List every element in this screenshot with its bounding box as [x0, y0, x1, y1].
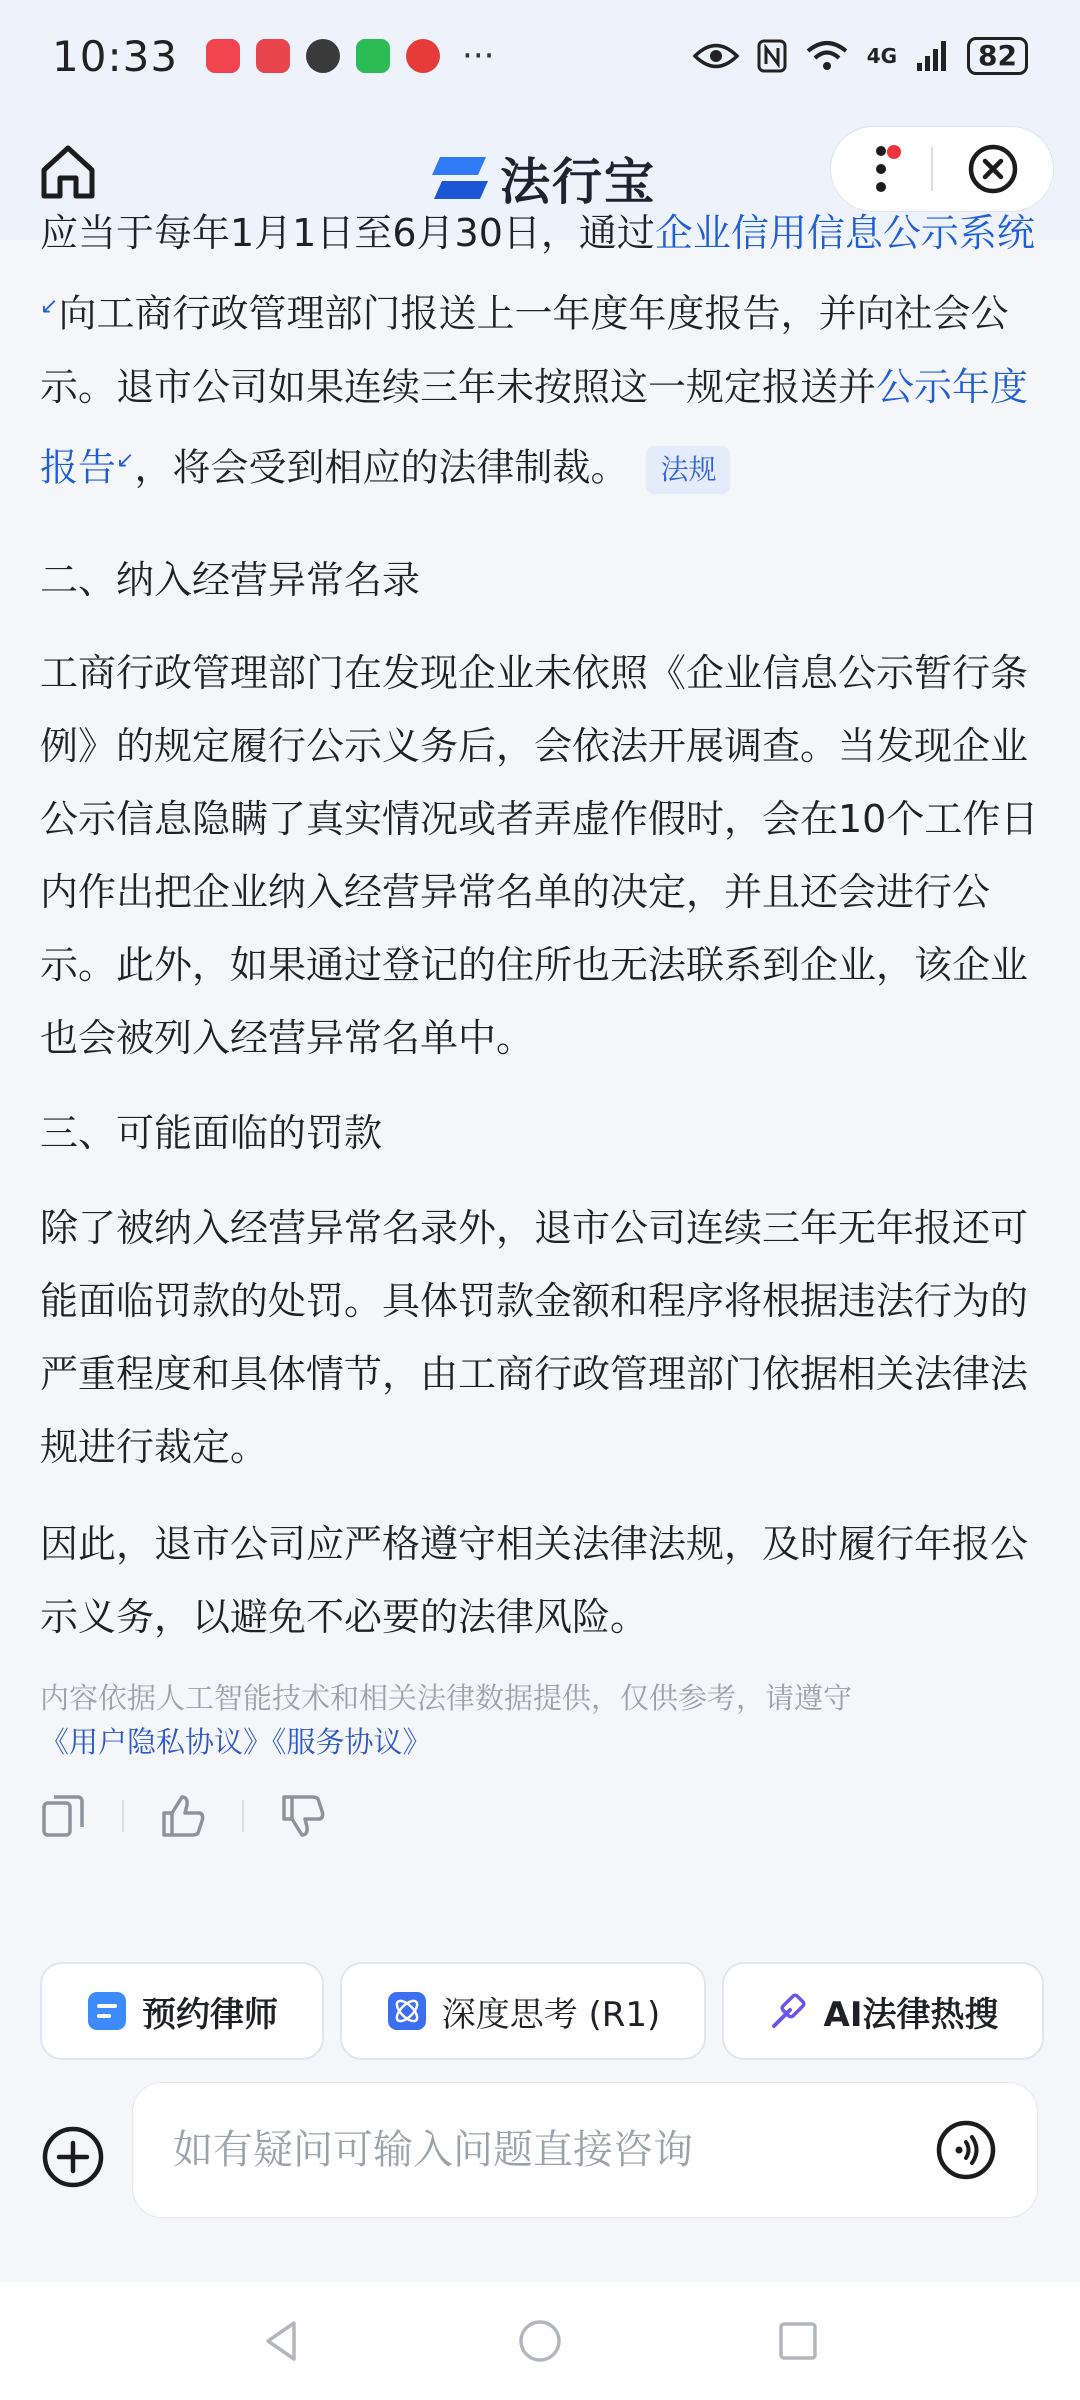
- thumbs-up-icon[interactable]: [160, 1793, 206, 1839]
- shopping-app-icon: [206, 39, 240, 73]
- para1-prefix: 应当于每年1月1日至6月30日，通过: [40, 211, 655, 255]
- sale-app-icon: [406, 39, 440, 73]
- ai-law-hot-chip[interactable]: [722, 1962, 1044, 2060]
- unread-dot: [887, 145, 901, 159]
- deep-think-label: 深度思考 (R1): [441, 1994, 661, 2035]
- ai-law-hot-label: AI法律热搜: [823, 1994, 999, 2035]
- wechat-icon: [356, 39, 390, 73]
- notification-icons: [206, 36, 494, 76]
- voice-icon[interactable]: [935, 2119, 997, 2181]
- action-divider: [242, 1800, 244, 1832]
- wifi-icon: [805, 39, 849, 73]
- document-icon: [86, 1990, 128, 2032]
- system-nav-bar: [0, 2282, 1080, 2400]
- nfc-icon: [757, 39, 787, 73]
- home-nav-icon[interactable]: [516, 2317, 564, 2365]
- external-link-icon: ↙: [116, 447, 135, 473]
- status-bar: [0, 0, 1080, 112]
- brand-name: 法行宝: [500, 153, 656, 211]
- para1-mid: 向工商行政管理部门报送上一年度年度报告，并向社会公示。退市公司如果连续三年未按照这一规定报送并: [40, 291, 1009, 409]
- paragraph-abnormal-list: 工商行政管理部门在发现企业未依照《企业信息公示暂行条例》的规定履行公示义务后，会依法开展调查。当发现企业公示信息隐瞒了真实情况或者弄虚作假时，会在10个工作日内作出把企业纳入经营异常名单的决定，并且还会进行公示。此外，如果通过登记的住所也无法联系到企业，该企业也会被列入经营异常名单中。: [40, 651, 1039, 1061]
- thumbs-down-icon[interactable]: [280, 1793, 326, 1839]
- external-link-icon: ↙: [40, 294, 59, 319]
- signal-icon: [915, 39, 949, 73]
- answer-content: [40, 211, 1040, 1900]
- recents-icon[interactable]: [774, 2317, 822, 2365]
- question-input-box: [132, 2082, 1038, 2218]
- paragraph-conclusion: 因此，退市公司应严格遵守相关法律法规，及时履行年报公示义务，以避免不必要的法律风险。: [40, 1522, 1029, 1640]
- deep-think-chip[interactable]: [340, 1962, 706, 2060]
- section-heading-2: 二、纳入经营异常名录: [40, 558, 421, 603]
- network-label: 4G: [866, 44, 898, 68]
- back-icon[interactable]: [258, 2317, 306, 2365]
- paragraph-fines: 除了被纳入经营异常名录外，退市公司连续三年无年报还可能面临罚款的处罚。具体罚款金额和程序将根据违法行为的严重程度和具体情节，由工商行政管理部门依据相关法律法规进行裁定。: [40, 1206, 1029, 1470]
- system-indicators: [693, 37, 1028, 75]
- brand-logo-icon: [430, 153, 490, 203]
- book-lawyer-chip[interactable]: [40, 1962, 324, 2060]
- credit-system-link[interactable]: 企业信用信息公示系统: [654, 211, 1035, 255]
- book-lawyer-label: 预约律师: [142, 1994, 278, 2035]
- paragraph-annual-report: [40, 197, 1040, 504]
- more-icon: [874, 144, 888, 194]
- book-app-icon: [256, 39, 290, 73]
- more-notifications-icon: ···: [462, 36, 495, 76]
- home-icon[interactable]: [36, 140, 100, 204]
- section-heading-3: 三、可能面临的罚款: [40, 1111, 383, 1156]
- copy-icon[interactable]: [40, 1793, 86, 1839]
- eye-icon: [693, 41, 739, 71]
- add-icon[interactable]: [40, 2124, 106, 2190]
- action-divider: [122, 1800, 124, 1832]
- disclaimer-text: 内容依据人工智能技术和相关法律数据提供，仅供参考，请遵守: [40, 1681, 853, 1716]
- regulation-tag[interactable]: 法规: [646, 446, 730, 494]
- gavel-icon: [768, 1990, 810, 2032]
- avatar-icon: [306, 39, 340, 73]
- para1-suffix: ，将会受到相应的法律制裁。: [134, 445, 629, 490]
- annual-report-link[interactable]: 公示年度报告: [40, 364, 1029, 490]
- battery-indicator: 82: [967, 37, 1028, 75]
- disclaimer: [40, 1676, 1040, 1764]
- quick-action-chips: [40, 1962, 1050, 2062]
- clock: 10:33: [52, 31, 179, 81]
- feedback-actions: [40, 1786, 1040, 1846]
- atom-icon: [386, 1990, 428, 2032]
- question-input[interactable]: [173, 2127, 935, 2173]
- agreement-links[interactable]: 《用户隐私协议》《服务协议》: [40, 1725, 432, 1760]
- close-icon: [967, 143, 1019, 195]
